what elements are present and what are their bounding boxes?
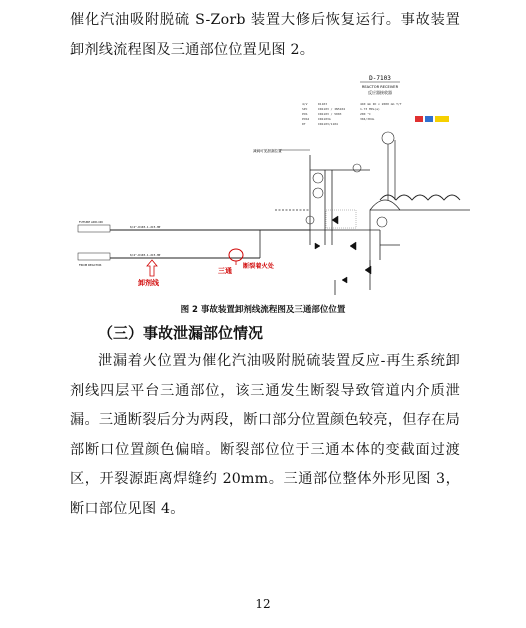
- spec-r0-c0: 4/V: [302, 102, 308, 106]
- badge-red: [415, 116, 423, 122]
- spec-r3-c0: POS2: [302, 117, 310, 121]
- badge-yellow: [435, 116, 449, 122]
- pipe-label-2: 6/4"-D103-1-2C3-HP: [130, 253, 161, 257]
- pipes: [80, 155, 400, 295]
- spec-r1-c0: SPC: [302, 107, 308, 111]
- intro-paragraph: 催化汽油吸附脱硫 S-Zorb 装置大修后恢复运行。事故装置卸剂线流程图及三通部位位置见图 2。: [70, 12, 460, 58]
- label-tee: 三通: [218, 267, 232, 275]
- spec-r2-c1: IN1103 / 5003: [318, 112, 342, 116]
- figure-caption: 图 2 事故装置卸剂线流程图及三通部位位置: [180, 305, 346, 315]
- spec-r2-c0: POS: [302, 112, 308, 116]
- flow-diagram: [70, 70, 470, 295]
- spec-r3-c2: 304/304L: [360, 117, 375, 121]
- spec-r4-c1: IN1103/1104: [318, 122, 338, 126]
- spec-r1-c2: 1.73 MPa(a): [360, 107, 380, 111]
- left-label-2: FROM REACTOR: [79, 263, 102, 267]
- rack-callout: 减阀可见泄漏位置: [253, 149, 282, 153]
- spec-r0-c2: 440 mm ID x 2000 mm T/T: [360, 102, 402, 106]
- badge-blue: [425, 116, 433, 122]
- spec-r4-c0: DT: [302, 122, 306, 126]
- label-fire: 断裂着火处: [243, 263, 274, 270]
- vessel: [370, 140, 470, 270]
- valves: [315, 216, 371, 283]
- spec-r0-c1: D1103: [318, 102, 328, 106]
- pipe-label-1: 6/4"-D103-1-2C3-HP: [130, 225, 161, 229]
- vessel-sub1: REACTOR RECEIVER: [361, 85, 399, 89]
- spec-r2-c2: 200 °C: [360, 112, 371, 116]
- left-label-1: FUTURE ADD-ON: [79, 220, 103, 224]
- body-paragraph: 泄漏着火位置为催化汽油吸附脱硫装置反应-再生系统卸剂线四层平台三通部位，该三通发生断裂导致管道内介质泄漏。三通断裂后分为两段，断口部分位置颜色较亮，但存在局部断口位置颜色偏暗。断裂部位位于三通本体的变截面过渡区，开裂源距离焊缝约 20mm。三通部位整体外形见图 3，断口部位见图 4。: [70, 353, 460, 517]
- hatched-area: [326, 210, 356, 228]
- page-number: 12: [255, 597, 271, 611]
- spec-table: [302, 102, 402, 126]
- instruments: [306, 132, 394, 227]
- label-discharge-line: 卸剂线: [138, 279, 159, 287]
- section-heading: （三）事故泄漏部位情况: [98, 324, 264, 342]
- vessel-tag: D-7103: [369, 75, 391, 82]
- vessel-sub2: 反应器接收器: [368, 90, 392, 95]
- spec-r1-c1: IN1103 / IN5104: [318, 107, 346, 111]
- spec-r3-c1: IN1103A: [318, 117, 331, 121]
